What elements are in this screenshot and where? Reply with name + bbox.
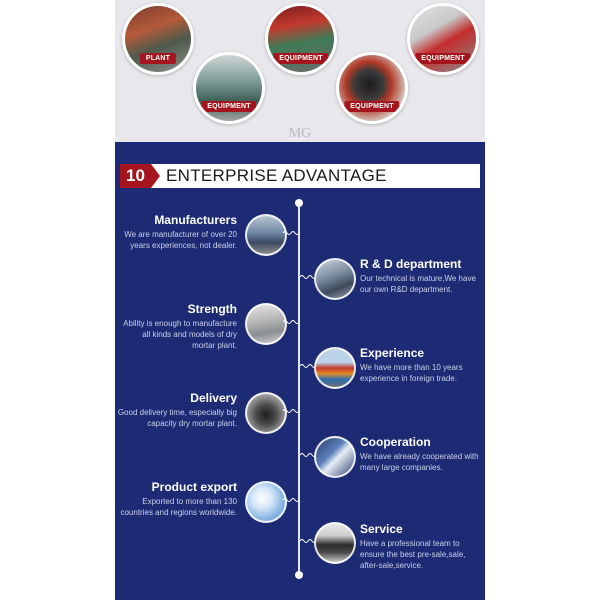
item-desc-line: experience in foreign trade. (360, 374, 457, 383)
infographic-panel (115, 0, 485, 600)
item-title: Experience (360, 346, 425, 360)
item-desc-line: Our technical is mature,We have (360, 274, 476, 283)
photo-label-equipment-2: EQUIPMENT (273, 53, 328, 64)
factory-photo-icon (245, 214, 287, 256)
equipment-photo-2 (265, 3, 337, 75)
equipment-photo-1 (193, 52, 265, 124)
item-desc-line: our own R&D department. (360, 285, 453, 294)
timeline-line (298, 203, 300, 575)
wave-connector (283, 408, 299, 414)
photo-label-equipment-1: EQUIPMENT (201, 101, 256, 112)
item-title: Service (360, 522, 403, 536)
item-desc-line: all kinds and models of dry (142, 330, 237, 339)
item-desc-line: We are manufacturer of over 20 (124, 230, 237, 239)
plant-photo (122, 3, 194, 75)
photo-label-equipment-3: EQUIPMENT (344, 101, 399, 112)
banner-arrow-shape (151, 164, 160, 188)
equipment-photo-3 (336, 52, 408, 124)
item-desc-line: Good delivery time, especially big (117, 408, 237, 417)
photo-label-plant: PLANT (140, 53, 176, 64)
item-desc-line: many large companies. (360, 463, 443, 472)
item-title: Cooperation (360, 435, 431, 449)
wave-connector (283, 230, 299, 236)
handshake-photo-icon (314, 436, 356, 478)
containers-photo-icon (314, 347, 356, 389)
section-banner (120, 164, 480, 188)
item-title: Delivery (190, 391, 237, 405)
item-desc-line: Exported to more than 130 (142, 497, 237, 506)
section-number: 10 (120, 164, 151, 188)
wave-connector (283, 319, 299, 325)
wave-connector (283, 497, 299, 503)
item-desc-line: countries and regions worldwide. (120, 508, 237, 517)
item-desc-line: ensure the best pre-sale,sale, (360, 550, 466, 559)
globe-photo-icon (245, 481, 287, 523)
photo-gallery (115, 0, 485, 142)
item-title: Product export (151, 480, 237, 494)
item-desc-line: Have a professional team to (360, 539, 460, 548)
item-desc-line: years experiences, not dealer. (130, 241, 237, 250)
plant-photo-icon (245, 303, 287, 345)
mg-watermark: MG (288, 126, 312, 141)
team-photo-icon (314, 522, 356, 564)
timeline-dot-bottom (295, 571, 303, 579)
research-photo-icon (314, 258, 356, 300)
item-title: Strength (187, 302, 237, 316)
delivery-photo-icon (245, 392, 287, 434)
timeline-dot-top (295, 199, 303, 207)
item-desc-line: after-sale,service. (360, 561, 424, 570)
item-title: R & D department (360, 257, 462, 271)
item-desc-line: mortar plant. (192, 341, 237, 350)
item-desc-line: Ability is enough to manufacture (123, 319, 237, 328)
item-desc-line: We have more than 10 years (360, 363, 463, 372)
item-title: Manufacturers (154, 213, 237, 227)
section-title: ENTERPRISE ADVANTAGE (166, 166, 387, 185)
equipment-photo-4 (407, 3, 479, 75)
item-desc-line: capacity dry mortar plant. (147, 419, 237, 428)
item-desc-line: We have already cooperated with (360, 452, 479, 461)
photo-label-equipment-4: EQUIPMENT (415, 53, 470, 64)
